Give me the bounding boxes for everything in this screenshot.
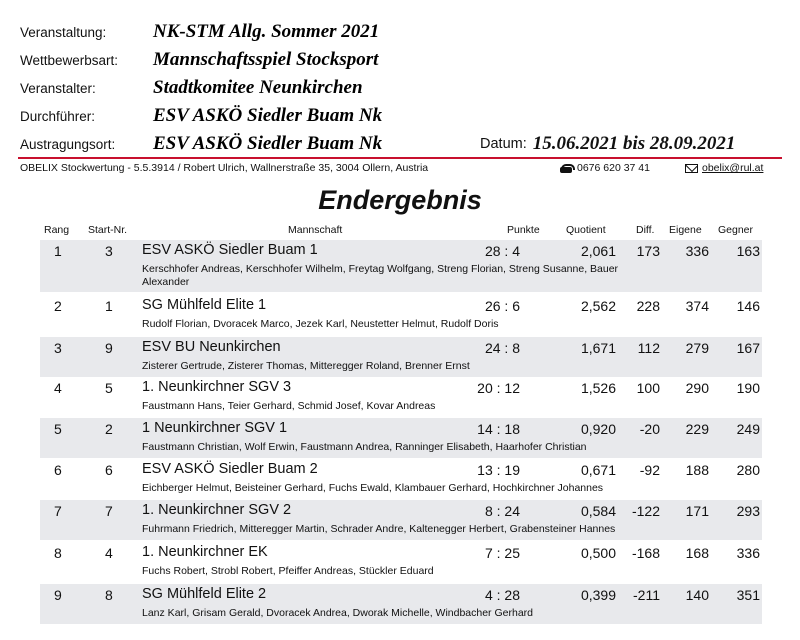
team-players xyxy=(142,263,618,289)
envelope-icon xyxy=(685,164,698,173)
header-label: Wettbewerbsart: xyxy=(20,52,119,68)
cell-punkte: 14 : 18 xyxy=(477,421,520,437)
team-name: ESV BU Neunkirchen xyxy=(142,339,281,355)
cell-quotient: 0,500 xyxy=(580,545,616,561)
cell-diff: -92 xyxy=(639,462,660,478)
table-row xyxy=(40,295,762,335)
cell-gegner: 293 xyxy=(736,503,760,519)
cell-quotient: 1,671 xyxy=(580,340,616,356)
cell-gegner: 336 xyxy=(736,545,760,561)
col-header-start: Start-Nr. xyxy=(88,224,128,236)
player-line: Eichberger Helmut, Beisteiner Gerhard, Fuchs Ewald, Klambauer Gerhard, Hochkirchner Johannes xyxy=(142,482,604,494)
cell-quotient: 0,584 xyxy=(580,503,616,519)
cell-gegner: 280 xyxy=(736,462,760,478)
table-row xyxy=(40,459,762,499)
cell-punkte: 26 : 6 xyxy=(484,298,520,314)
team-players xyxy=(142,318,499,331)
cell-start: 1 xyxy=(105,298,113,314)
table-row xyxy=(40,337,762,377)
date-value: 15.06.2021 bis 28.09.2021 xyxy=(532,133,736,154)
col-header-eigene: Eigene xyxy=(669,224,702,236)
cell-eigene: 140 xyxy=(685,587,709,603)
team-players xyxy=(142,482,603,495)
phone-number: 0676 620 37 41 xyxy=(577,162,650,174)
team-name: 1. Neunkirchner SGV 3 xyxy=(142,379,292,395)
cell-eigene: 188 xyxy=(685,462,709,478)
cell-rang: 9 xyxy=(54,587,62,603)
cell-punkte: 28 : 4 xyxy=(484,243,520,259)
header-label: Austragungsort: xyxy=(20,136,116,152)
cell-rang: 7 xyxy=(54,503,62,519)
team-name: 1. Neunkirchner EK xyxy=(142,544,268,560)
cell-start: 7 xyxy=(105,503,113,519)
team-players xyxy=(142,607,533,620)
cell-eigene: 171 xyxy=(685,503,709,519)
table-row xyxy=(40,240,762,292)
cell-quotient: 1,526 xyxy=(580,380,616,396)
cell-start: 2 xyxy=(105,421,113,437)
cell-eigene: 229 xyxy=(685,421,709,437)
cell-start: 3 xyxy=(105,243,113,259)
cell-eigene: 374 xyxy=(685,298,709,314)
col-header-diff: Diff. xyxy=(636,224,655,236)
cell-start: 5 xyxy=(105,380,113,396)
date-range xyxy=(480,132,735,156)
imprint-email xyxy=(685,162,763,174)
team-players xyxy=(142,360,470,373)
header-value: ESV ASKÖ Siedler Buam Nk xyxy=(153,105,383,126)
header-label: Veranstalter: xyxy=(20,80,96,96)
team-name: 1. Neunkirchner SGV 2 xyxy=(142,502,292,518)
player-line: Alexander xyxy=(142,276,190,288)
cell-rang: 6 xyxy=(54,462,62,478)
cell-diff: 228 xyxy=(636,298,660,314)
cell-gegner: 167 xyxy=(736,340,760,356)
cell-gegner: 146 xyxy=(736,298,760,314)
cell-diff: -20 xyxy=(639,421,660,437)
cell-start: 9 xyxy=(105,340,113,356)
table-row xyxy=(40,377,762,417)
cell-punkte: 13 : 19 xyxy=(477,462,520,478)
team-name: SG Mühlfeld Elite 2 xyxy=(142,586,267,602)
table-row xyxy=(40,584,762,624)
cell-quotient: 0,671 xyxy=(580,462,616,478)
team-players xyxy=(142,523,615,536)
player-line: Lanz Karl, Grisam Gerald, Dvoracek Andrea, Dworak Michelle, Windbacher Gerhard xyxy=(142,607,533,619)
cell-diff: -211 xyxy=(633,587,660,603)
cell-gegner: 351 xyxy=(736,587,760,603)
cell-start: 8 xyxy=(105,587,113,603)
col-header-punkte: Punkte xyxy=(507,224,540,236)
cell-diff: 100 xyxy=(636,380,660,396)
team-name: ESV ASKÖ Siedler Buam 2 xyxy=(142,461,318,477)
cell-quotient: 0,399 xyxy=(580,587,616,603)
team-players xyxy=(142,565,434,578)
header-value: Stadtkomitee Neunkirchen xyxy=(153,77,363,98)
cell-quotient: 2,061 xyxy=(580,243,616,259)
col-header-team: Mannschaft xyxy=(288,224,343,236)
cell-rang: 3 xyxy=(54,340,62,356)
player-line: Kerschhofer Andreas, Kerschhofer Wilhelm, Freytag Wolfgang, Streng Florian, Streng Susanne, Bauer xyxy=(142,263,619,275)
cell-gegner: 163 xyxy=(736,243,760,259)
player-line: Fuhrmann Friedrich, Mitteregger Martin, Schrader Andre, Kaltenegger Herbert, Grabensteiner Hannes xyxy=(142,523,616,535)
player-line: Faustmann Hans, Teier Gerhard, Schmid Josef, Kovar Andreas xyxy=(142,400,436,412)
cell-eigene: 168 xyxy=(685,545,709,561)
cell-rang: 5 xyxy=(54,421,62,437)
table-row xyxy=(40,542,762,582)
team-players xyxy=(142,400,435,413)
col-header-quotient: Quotient xyxy=(566,224,606,236)
software-imprint: OBELIX Stockwertung - 5.5.3914 / Robert Ulrich, Wallnerstraße 35, 3004 Ollern, Austria xyxy=(20,162,429,174)
cell-punkte: 20 : 12 xyxy=(477,380,520,396)
date-label: Datum: xyxy=(480,136,527,152)
cell-eigene: 336 xyxy=(685,243,709,259)
header-value: ESV ASKÖ Siedler Buam Nk xyxy=(153,133,383,154)
header-label: Durchführer: xyxy=(20,108,96,124)
cell-gegner: 190 xyxy=(736,380,760,396)
page-title: Endergebnis xyxy=(318,185,482,215)
table-row xyxy=(40,418,762,458)
col-header-gegner: Gegner xyxy=(718,224,754,236)
cell-start: 6 xyxy=(105,462,113,478)
cell-rang: 2 xyxy=(54,298,62,314)
cell-rang: 8 xyxy=(54,545,62,561)
player-line: Zisterer Gertrude, Zisterer Thomas, Mitteregger Roland, Brenner Ernst xyxy=(142,360,470,372)
imprint-phone xyxy=(560,162,650,174)
cell-eigene: 290 xyxy=(685,380,709,396)
cell-start: 4 xyxy=(105,545,113,561)
email-address: obelix@rul.at xyxy=(702,162,764,174)
team-name: 1 Neunkirchner SGV 1 xyxy=(142,420,288,436)
cell-rang: 1 xyxy=(54,243,62,259)
cell-eigene: 279 xyxy=(685,340,709,356)
player-line: Fuchs Robert, Strobl Robert, Pfeiffer Andreas, Stückler Eduard xyxy=(142,565,434,577)
cell-punkte: 7 : 25 xyxy=(484,545,520,561)
cell-gegner: 249 xyxy=(736,421,760,437)
cell-diff: 173 xyxy=(636,243,660,259)
header-value: Mannschaftsspiel Stocksport xyxy=(153,49,379,70)
cell-diff: -168 xyxy=(631,545,660,561)
cell-punkte: 4 : 28 xyxy=(484,587,520,603)
header-label: Veranstaltung: xyxy=(20,24,107,40)
phone-icon xyxy=(560,164,572,173)
team-name: SG Mühlfeld Elite 1 xyxy=(142,297,267,313)
team-players xyxy=(142,441,587,454)
header-divider xyxy=(18,157,782,159)
cell-punkte: 24 : 8 xyxy=(484,340,520,356)
cell-quotient: 0,920 xyxy=(580,421,616,437)
player-line: Rudolf Florian, Dvoracek Marco, Jezek Karl, Neustetter Helmut, Rudolf Doris xyxy=(142,318,499,330)
header-value: NK-STM Allg. Sommer 2021 xyxy=(153,21,380,42)
team-name: ESV ASKÖ Siedler Buam 1 xyxy=(142,242,318,258)
player-line: Faustmann Christian, Wolf Erwin, Faustmann Andrea, Ranninger Elisabeth, Haarhofer Christian xyxy=(142,441,587,453)
cell-rang: 4 xyxy=(54,380,62,396)
cell-diff: 112 xyxy=(637,340,660,356)
cell-diff: -122 xyxy=(631,503,660,519)
table-row xyxy=(40,500,762,540)
cell-punkte: 8 : 24 xyxy=(484,503,520,519)
cell-quotient: 2,562 xyxy=(580,298,616,314)
col-header-rang: Rang xyxy=(44,224,70,236)
